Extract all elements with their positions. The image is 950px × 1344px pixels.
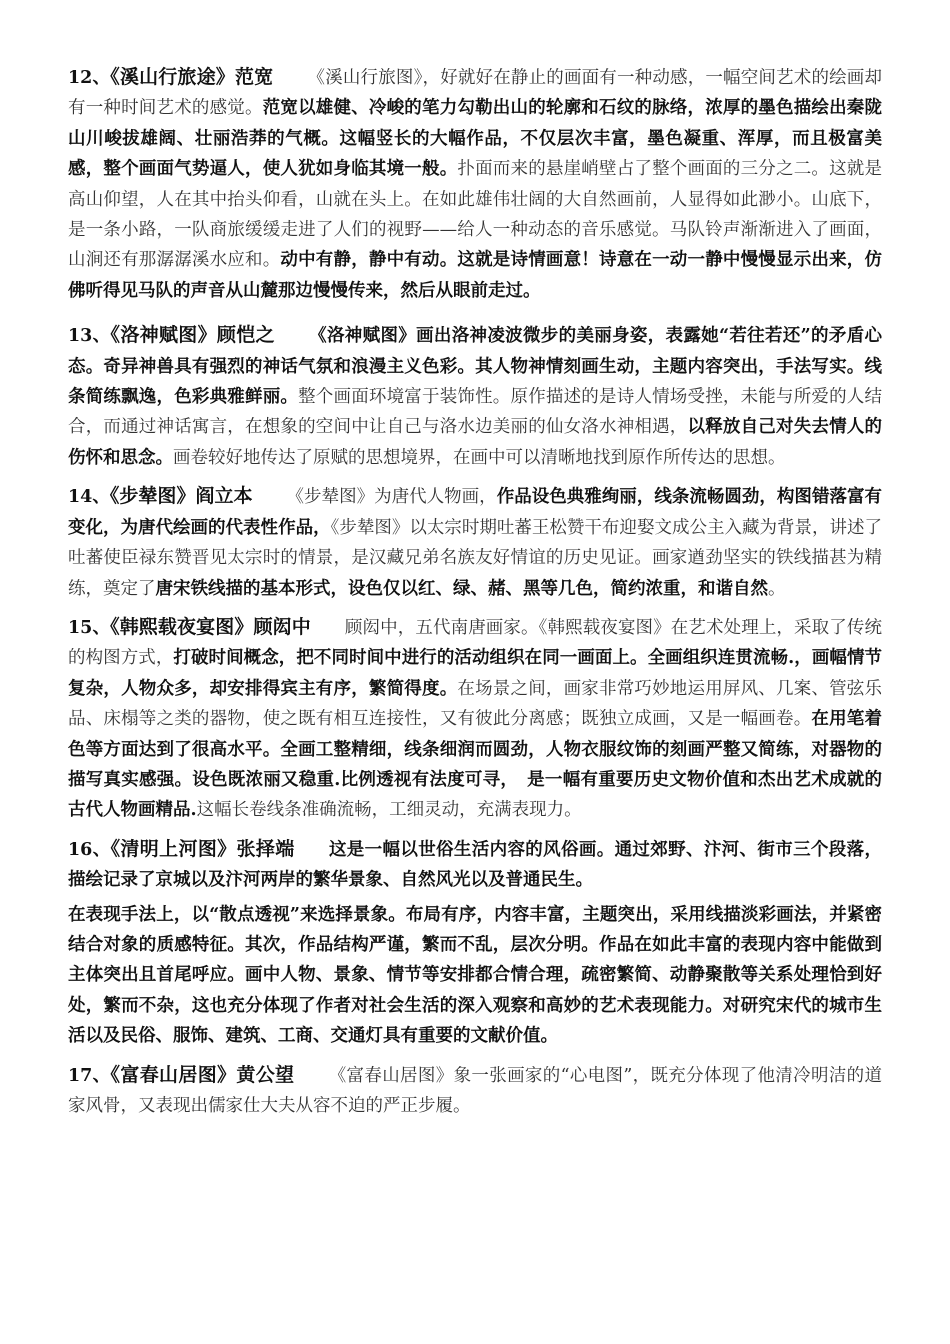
body-text-bold: 《洛神赋图》画出洛神凌波微步的美丽身姿，表露她“若往若还”的矛盾心态。奇异神兽具有强烈的神话气氛和浪漫主义色彩。其人物神情刻画生动，主题内容突出，手法写实。线条简练飘逸，色彩典雅鲜丽。 [68,326,882,408]
entry-15 [68,612,882,826]
body-text-bold: 在用笔着色等方面达到了很高水平。全画工整精细，线条细润而圆劲，人物衣服纹饰的刻画严整又简练，对器物的描写真实感强。设色既浓丽又稳重.比例透视有法度可寻， 是一幅有重要历史文物价值和杰出艺术成就的古代人物画精品. [68,709,883,821]
artist-name: 顾恺之 [216,324,275,347]
body-text: 《富春山居图》象一张画家的“心电图”，既充分体现了他清冷明洁的道家风骨，又表现出儒家仕大夫从容不迫的严正步履。 [68,1065,882,1116]
body-text-bold: 这是一幅以世俗生活内容的风俗画。通过郊野、汴河、街市三个段落，描绘记录了京城以及汴河两岸的繁华景象、自然风光以及普通民生。 [68,839,882,891]
body-text: 《溪山行旅图》，好就好在静止的画面有一种动感，一幅空间艺术的绘画却有一种时间艺术的感觉。 [68,68,882,119]
body-text-bold: 以释放自己对失去情人的伤怀和思念。 [68,417,882,468]
artist-name: 黄公望 [236,1063,295,1086]
artist-name: 范宽 [234,66,274,88]
artwork-title: 《洛神赋图》 [110,324,217,347]
artwork-title: 《清明上河图》 [110,837,237,860]
body-text: 这幅长卷线条准确流畅，工细灵动，充满表现力。 [196,800,582,821]
document-page [68,62,882,1129]
artwork-title: 《韩熙载夜宴图》 [110,615,254,638]
entry-16 [68,834,882,896]
body-text-bold: 动中有静，静中有动。这就是诗情画意！诗意在一动一静中慢慢显示出来，仿佛听得见马队的声音从山麓那边慢慢传来，然后从眼前走过。 [68,250,883,301]
entry-number: 14、 [68,487,110,508]
body-text-bold: 唐宋铁线描的基本形式，设色仅以红、绿、赭、黑等几色，简约浓重，和谐自然 [155,578,768,599]
body-text: 整个画面环境富于装饰性。原作描述的是诗人情场受挫，未能与所爱的人结合，而通过神话寓言，在想象的空间中让自己与洛水边美丽的仙女洛水神相遇， [68,387,883,438]
entry-17 [68,1060,882,1122]
body-text: 在场景之间，画家非常巧妙地运用屏风、几案、管弦乐品、床榻等之类的器物，使之既有相互连接性，又有彼此分离感；既独立成画，又是一幅画卷。 [68,678,883,730]
body-text: 扑面而来的悬崖峭壁占了整个画面的三分之二。这就是高山仰望，人在其中抬头仰看，山就在头上。在如此雄伟壮阔的大自然画前，人显得如此渺小。山底下，是一条小路，一队商旅缓缓走进了人们的视野——给人一种动态的音乐感觉。马队铃声渐渐进入了画面，山涧还有那潺潺溪水应和。 [68,159,883,271]
entry-number: 16、 [68,839,111,860]
artwork-title: 《溪山行旅途》 [110,66,235,88]
body-text: 。 [768,578,786,599]
entry-number: 13、 [68,326,111,347]
entry-number: 12、 [68,68,111,88]
artist-name: 顾闳中 [253,615,311,638]
artwork-title: 《富春山居图》 [110,1063,237,1086]
entry-number: 15、 [68,617,111,638]
body-text-bold: 范宽以雄健、冷峻的笔力勾勒出山的轮廓和石纹的脉络，浓厚的墨色描绘出秦陇山川峻拔雄阔、壮丽浩莽的气概。这幅竖长的大幅作品，不仅层次丰富，墨色凝重、浑厚，而且极富美感，整个画面气势逼人，使人犹如身临其境一般。 [68,98,883,180]
artist-name: 张择端 [236,837,295,860]
entry-16-continued [68,900,882,1052]
body-text-bold: 打破时间概念，把不同时间中进行的活动组织在同一画面上。全画组织连贯流畅.，画幅情节复杂，人物众多，却安排得宾主有序，繁简得度。 [68,648,883,699]
body-text: 《步辇图》为唐代人物画， [286,487,497,508]
body-text: 画卷较好地传达了原赋的思想境界，在画中可以清晰地找到原作所传达的思想。 [173,447,786,468]
artwork-title: 《步辇图》 [109,485,196,508]
entry-number: 17、 [68,1065,111,1086]
body-text-bold: 作品设色典雅绚丽，线条流畅圆劲，构图错落富有变化，为唐代绘画的代表性作品， [68,487,882,538]
entry-12 [68,62,882,306]
entry-14 [68,481,882,604]
entry-13 [68,320,882,473]
body-text: 《步辇图》以太宗时期吐蕃王松赞干布迎娶文成公主入藏为背景，讲述了吐蕃使臣禄东赞晋见太宗时的情景，是汉藏兄弟名族友好情谊的历史见证。画家遒劲坚实的铁线描甚为精练，奠定了 [68,517,883,599]
body-text-bold: 在表现手法上，以“散点透视”来选择景象。布局有序，内容丰富，主题突出，采用线描淡彩画法，并紧密结合对象的质感特征。其次，作品结构严谨，繁而不乱，层次分明。作品在如此丰富的表现内容中能做到主体突出且首尾呼应。画中人物、景象、情节等安排都合情合理，疏密繁简、动静聚散等关系处理恰到好处，繁而不杂，这也充分体现了作者对社会生活的深入观察和高妙的艺术表现能力。对研究宋代的城市生活以及民俗、服饰、建筑、工商、交通灯具有重要的文献价值。 [68,904,882,1047]
body-text: 顾闳中，五代南唐画家。《韩熙载夜宴图》在艺术处理上，采取了传统的构图方式， [68,617,882,669]
artist-name: 阎立本 [195,485,253,508]
